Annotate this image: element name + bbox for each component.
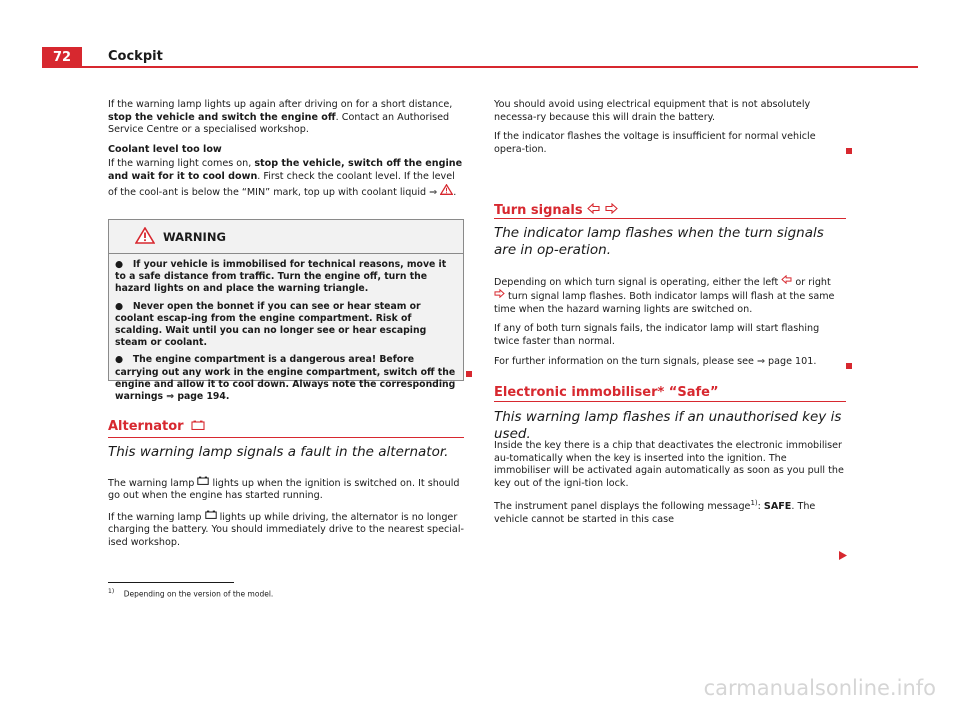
paragraph: If any of both turn signals fails, the indicator lamp will start flashing twice faster than normal. — [494, 323, 820, 347]
page-title: Cockpit — [108, 49, 163, 64]
end-marker — [466, 371, 472, 377]
turn-signals-rule — [494, 218, 846, 219]
warning-item: ● Never open the bonnet if you can see or hear steam or coolant escap-ing from the engine compartment. Risk of scalding. Wait until you can no longer see or hear escaping steam or coolant. — [115, 300, 427, 349]
immobiliser-subtitle: This warning lamp flashes if an unauthorised key is used. — [494, 409, 842, 442]
alternator-rule — [108, 437, 464, 438]
warning-item: ● The engine compartment is a dangerous area! Before carrying out any work in the engine compartment, switch off the engine and allow it to cool down. Always note the corresponding warnings ⇒ page 194. — [115, 354, 456, 403]
warning-body — [109, 254, 463, 403]
paragraph: Depending on which turn signal is operating, either the left or right turn signal lamp flashes. Both indicator lamps will flash at the same time when the hazard warning lights are switched on. — [494, 276, 835, 315]
warning-triangle-icon — [135, 227, 155, 247]
continue-arrow-icon — [839, 545, 847, 564]
paragraph: If the warning lamp lights up while driving, the alternator is no longer charging the battery. You should immediately drive to the nearest special-ised workshop. — [108, 511, 464, 548]
paragraph — [108, 144, 464, 157]
turn-right-icon — [605, 203, 618, 218]
paragraph: For further information on the turn signals, please see ⇒ page 101. — [494, 355, 817, 367]
warning-box — [108, 219, 464, 403]
turn-signals-subtitle: The indicator lamp flashes when the turn signals are in op-eration. — [494, 225, 824, 258]
immobiliser-rule — [494, 401, 846, 402]
right-intro — [494, 99, 844, 163]
battery-icon — [205, 510, 217, 524]
battery-icon — [197, 476, 209, 490]
end-marker — [846, 363, 852, 369]
paragraph: If the warning light comes on, stop the vehicle, switch off the engine and wait for it to cool down. First check the coolant level. If the level of the cool-ant is below the “MIN” mark, top up with coolant liquid ⇒ . — [108, 158, 463, 198]
end-marker — [846, 148, 852, 154]
immobiliser-heading: Electronic immobiliser* “Safe” — [494, 385, 719, 400]
battery-icon — [191, 419, 205, 434]
left-intro — [108, 99, 464, 206]
paragraph: The warning lamp lights up when the ignition is switched on. It should go out when the engine has started running. — [108, 477, 460, 502]
footnote: $^{1)}$ Depending on the version of the model. — [108, 588, 274, 599]
coolant-heading: Coolant level too low — [108, 143, 222, 155]
immobiliser-text — [494, 440, 844, 534]
paragraph: The instrument panel displays the following message$^{1)}$: SAFE. The vehicle cannot be started in this case — [494, 499, 816, 526]
alternator-text — [108, 476, 464, 557]
paragraph: If the indicator flashes the voltage is insufficient for normal vehicle opera-tion. — [494, 131, 816, 155]
header-rule — [82, 66, 918, 68]
turn-right-icon — [494, 289, 505, 303]
warning-title: WARNING — [163, 229, 226, 244]
alternator-subtitle: This warning lamp signals a fault in the alternator. — [108, 444, 449, 460]
warning-item: ● If your vehicle is immobilised for technical reasons, move it to a safe distance from traffic. Turn the engine off, turn the hazard lights on and place the warning triangle. — [115, 259, 447, 295]
paragraph: If the warning lamp lights up again after driving on for a short distance, stop the vehicle and switch the engine off. Contact an Authorised Service Centre or a specialised workshop. — [108, 99, 453, 136]
page-number: 72 — [42, 47, 82, 68]
warning-header — [109, 220, 463, 254]
paragraph: You should avoid using electrical equipment that is not absolutely necessa-ry because this will drain the battery. — [494, 99, 811, 123]
alternator-heading: Alternator — [108, 419, 205, 434]
warning-triangle-icon — [440, 184, 453, 200]
footnote-rule — [108, 582, 234, 583]
watermark: carmanualsonline.info — [703, 676, 936, 700]
turn-left-icon — [781, 275, 792, 289]
turn-signals-text — [494, 275, 844, 375]
paragraph: Inside the key there is a chip that deactivates the electronic immobiliser au-tomatically when the key is inserted into the ignition. The immobiliser will be activated again automatically as soon as you pull the key out of the igni-tion lock. — [494, 440, 844, 489]
turn-signals-heading: Turn signals — [494, 203, 618, 218]
turn-left-icon — [587, 203, 600, 218]
